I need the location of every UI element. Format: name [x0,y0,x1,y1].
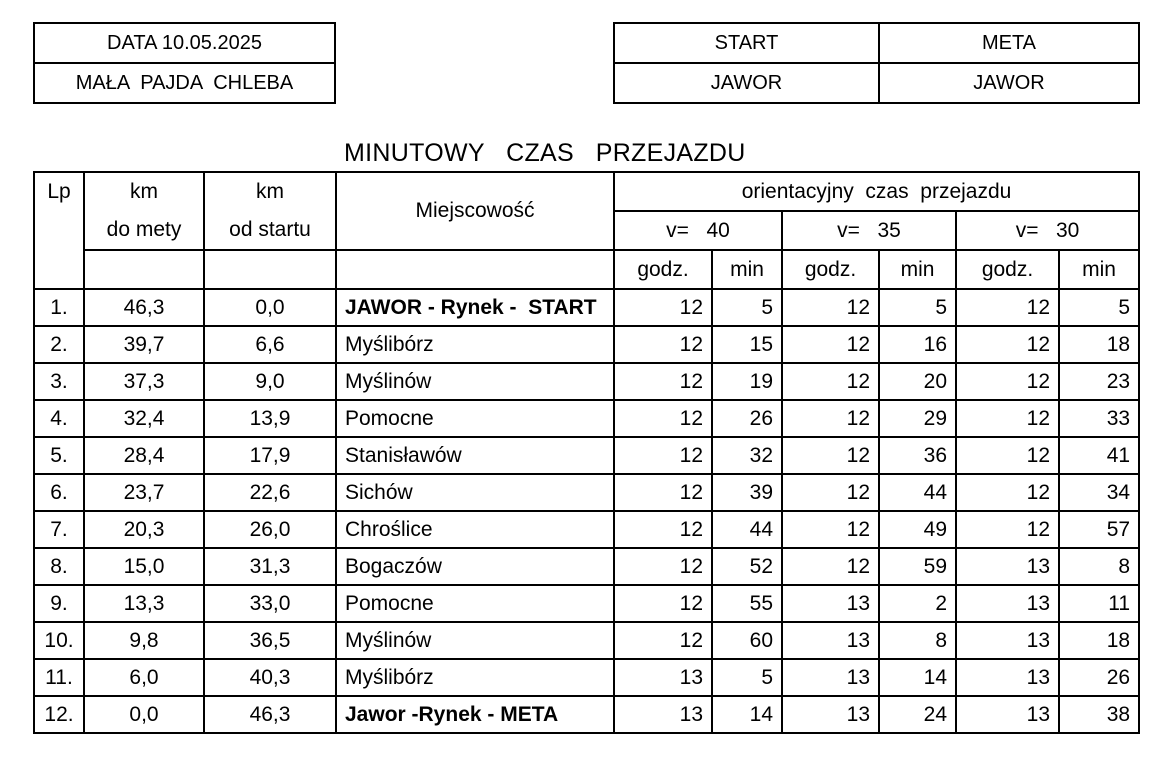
row-hour-35: 12 [782,400,879,437]
row-lp: 4. [34,400,84,437]
row-lp: 1. [34,289,84,326]
row-min-35: 20 [879,363,956,400]
row-hour-40: 12 [614,622,712,659]
row-min-30: 18 [1059,622,1139,659]
row-hour-40: 12 [614,585,712,622]
row-hour-35: 12 [782,363,879,400]
row-min-40: 26 [712,400,782,437]
start-place: JAWOR [614,63,879,103]
row-place: Jawor -Rynek - META [336,696,614,733]
table-row [34,363,1139,400]
row-min-30: 23 [1059,363,1139,400]
header-hour-30: godz. [956,250,1059,289]
row-hour-35: 13 [782,585,879,622]
header-km-from-bottom: od startu [204,211,336,250]
header-km-to-top: km [84,172,204,211]
row-min-30: 18 [1059,326,1139,363]
row-km-to: 37,3 [84,363,204,400]
row-hour-30: 12 [956,511,1059,548]
row-lp: 11. [34,659,84,696]
row-hour-40: 12 [614,289,712,326]
event-date: DATA 10.05.2025 [34,23,335,63]
event-info-box [33,22,336,104]
row-place: Chroślice [336,511,614,548]
row-km-from: 40,3 [204,659,336,696]
row-min-30: 57 [1059,511,1139,548]
row-km-to: 23,7 [84,474,204,511]
row-min-30: 11 [1059,585,1139,622]
table-row [34,400,1139,437]
row-place: Myślibórz [336,659,614,696]
row-min-35: 29 [879,400,956,437]
row-min-35: 8 [879,622,956,659]
row-hour-35: 12 [782,289,879,326]
row-min-40: 60 [712,622,782,659]
row-min-40: 55 [712,585,782,622]
row-min-40: 14 [712,696,782,733]
row-km-to: 46,3 [84,289,204,326]
row-min-35: 24 [879,696,956,733]
row-place: Myślinów [336,622,614,659]
start-label: START [614,23,879,63]
row-lp: 10. [34,622,84,659]
row-km-to: 32,4 [84,400,204,437]
row-hour-30: 13 [956,622,1059,659]
row-min-30: 41 [1059,437,1139,474]
row-hour-40: 12 [614,437,712,474]
row-hour-40: 12 [614,511,712,548]
header-speed-30: v= 30 [956,211,1139,250]
row-min-30: 34 [1059,474,1139,511]
row-hour-35: 13 [782,659,879,696]
header-min-35: min [879,250,956,289]
row-km-from: 22,6 [204,474,336,511]
row-place: Myślinów [336,363,614,400]
row-hour-40: 12 [614,363,712,400]
row-lp: 7. [34,511,84,548]
table-row [34,548,1139,585]
row-min-30: 33 [1059,400,1139,437]
row-place: JAWOR - Rynek - START [336,289,614,326]
row-hour-35: 13 [782,622,879,659]
row-lp: 9. [34,585,84,622]
header-speed-35: v= 35 [782,211,956,250]
row-min-35: 5 [879,289,956,326]
row-hour-35: 12 [782,437,879,474]
row-place: Stanisławów [336,437,614,474]
table-row [34,437,1139,474]
table-row [34,659,1139,696]
row-min-35: 49 [879,511,956,548]
header-min-30: min [1059,250,1139,289]
table-row [34,585,1139,622]
row-hour-35: 12 [782,326,879,363]
table-row [34,474,1139,511]
row-km-to: 39,7 [84,326,204,363]
row-hour-35: 12 [782,548,879,585]
row-min-30: 5 [1059,289,1139,326]
schedule-table [33,171,1140,734]
row-place: Pomocne [336,400,614,437]
row-lp: 8. [34,548,84,585]
row-hour-40: 13 [614,696,712,733]
row-hour-40: 13 [614,659,712,696]
row-km-to: 15,0 [84,548,204,585]
row-hour-35: 12 [782,474,879,511]
start-meta-box [613,22,1140,104]
row-min-35: 16 [879,326,956,363]
row-km-to: 28,4 [84,437,204,474]
row-min-35: 59 [879,548,956,585]
row-min-40: 52 [712,548,782,585]
header-km-to-bottom: do mety [84,211,204,250]
table-row [34,696,1139,733]
row-hour-30: 12 [956,474,1059,511]
row-min-40: 19 [712,363,782,400]
row-lp: 2. [34,326,84,363]
row-km-from: 36,5 [204,622,336,659]
row-hour-30: 13 [956,659,1059,696]
header-km-from-top: km [204,172,336,211]
row-hour-30: 13 [956,548,1059,585]
row-hour-30: 12 [956,289,1059,326]
meta-label: META [879,23,1139,63]
row-km-to: 9,8 [84,622,204,659]
row-km-to: 20,3 [84,511,204,548]
table-row [34,622,1139,659]
row-min-40: 15 [712,326,782,363]
row-hour-40: 12 [614,474,712,511]
row-place: Sichów [336,474,614,511]
row-km-from: 26,0 [204,511,336,548]
row-hour-35: 12 [782,511,879,548]
row-hour-30: 12 [956,400,1059,437]
row-lp: 3. [34,363,84,400]
table-row [34,289,1139,326]
row-min-35: 2 [879,585,956,622]
row-min-30: 38 [1059,696,1139,733]
row-km-from: 17,9 [204,437,336,474]
table-row [34,511,1139,548]
table-row [34,326,1139,363]
row-km-to: 0,0 [84,696,204,733]
row-hour-30: 13 [956,585,1059,622]
row-min-35: 36 [879,437,956,474]
row-lp: 6. [34,474,84,511]
row-km-from: 13,9 [204,400,336,437]
row-place: Myślibórz [336,326,614,363]
row-hour-40: 12 [614,548,712,585]
row-km-from: 33,0 [204,585,336,622]
header-time-group: orientacyjny czas przejazdu [614,172,1139,211]
row-min-40: 5 [712,289,782,326]
row-place: Pomocne [336,585,614,622]
row-min-35: 14 [879,659,956,696]
row-km-from: 0,0 [204,289,336,326]
header-min-40: min [712,250,782,289]
row-min-40: 32 [712,437,782,474]
page-title: MINUTOWY CZAS PRZEJAZDU [344,139,746,167]
row-hour-30: 12 [956,437,1059,474]
header-lp: Lp [34,172,84,211]
event-name: MAŁA PAJDA CHLEBA [34,63,335,103]
row-min-30: 8 [1059,548,1139,585]
row-hour-30: 12 [956,363,1059,400]
row-km-from: 46,3 [204,696,336,733]
row-hour-30: 12 [956,326,1059,363]
row-km-from: 9,0 [204,363,336,400]
row-hour-35: 13 [782,696,879,733]
row-hour-30: 13 [956,696,1059,733]
row-lp: 12. [34,696,84,733]
row-hour-40: 12 [614,400,712,437]
row-lp: 5. [34,437,84,474]
row-place: Bogaczów [336,548,614,585]
row-min-40: 39 [712,474,782,511]
row-km-to: 6,0 [84,659,204,696]
row-km-from: 6,6 [204,326,336,363]
header-hour-35: godz. [782,250,879,289]
row-hour-40: 12 [614,326,712,363]
row-min-35: 44 [879,474,956,511]
row-min-40: 5 [712,659,782,696]
meta-place: JAWOR [879,63,1139,103]
header-speed-40: v= 40 [614,211,782,250]
row-min-30: 26 [1059,659,1139,696]
row-km-to: 13,3 [84,585,204,622]
row-min-40: 44 [712,511,782,548]
header-place: Miejscowość [336,172,614,250]
row-km-from: 31,3 [204,548,336,585]
header-hour-40: godz. [614,250,712,289]
